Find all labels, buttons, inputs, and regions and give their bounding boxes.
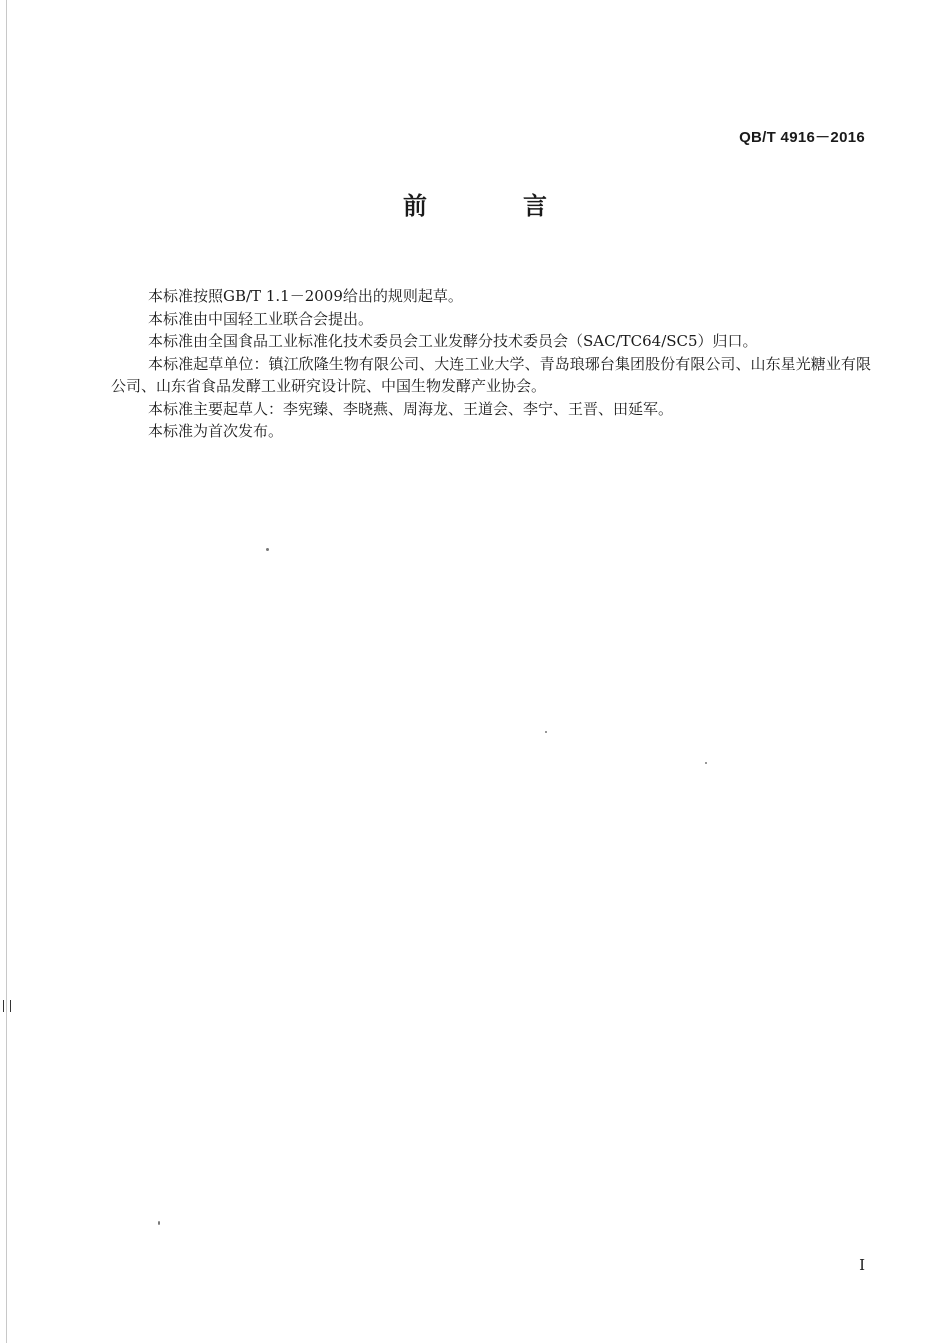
page-number: I: [859, 1256, 865, 1274]
paragraph-proposer: 本标准由中国轻工业联合会提出。: [148, 309, 374, 328]
page-title: 前 言: [403, 192, 583, 220]
paragraph-drafting-rules: 本标准按照GB/T 1.1－2009给出的规则起草。: [148, 287, 463, 305]
document-body: [111, 285, 871, 443]
paragraph-centralized-unit: 本标准由全国食品工业标准化技术委员会工业发酵分技术委员会（SAC/TC64/SC5）归口。: [148, 332, 758, 350]
paragraph-first-release: 本标准为首次发布。: [148, 422, 284, 440]
scan-speck: [266, 548, 269, 551]
document-code: QB/T 4916－2016: [739, 129, 865, 146]
scan-speck: [158, 1221, 160, 1225]
binding-mark: [3, 1000, 11, 1012]
scan-speck: [545, 731, 547, 733]
paragraph-drafting-organizations: 本标准起草单位：镇江欣隆生物有限公司、大连工业大学、青岛琅琊台集团股份有限公司、山东星光糖业有限公司、山东省食品发酵工业研究设计院、中国生物发酵产业协会。: [111, 354, 871, 395]
scan-speck: [705, 762, 707, 764]
paragraph-drafters: 本标准主要起草人：李宪臻、李晓燕、周海龙、王道会、李宁、王晋、田延军。: [148, 399, 674, 418]
